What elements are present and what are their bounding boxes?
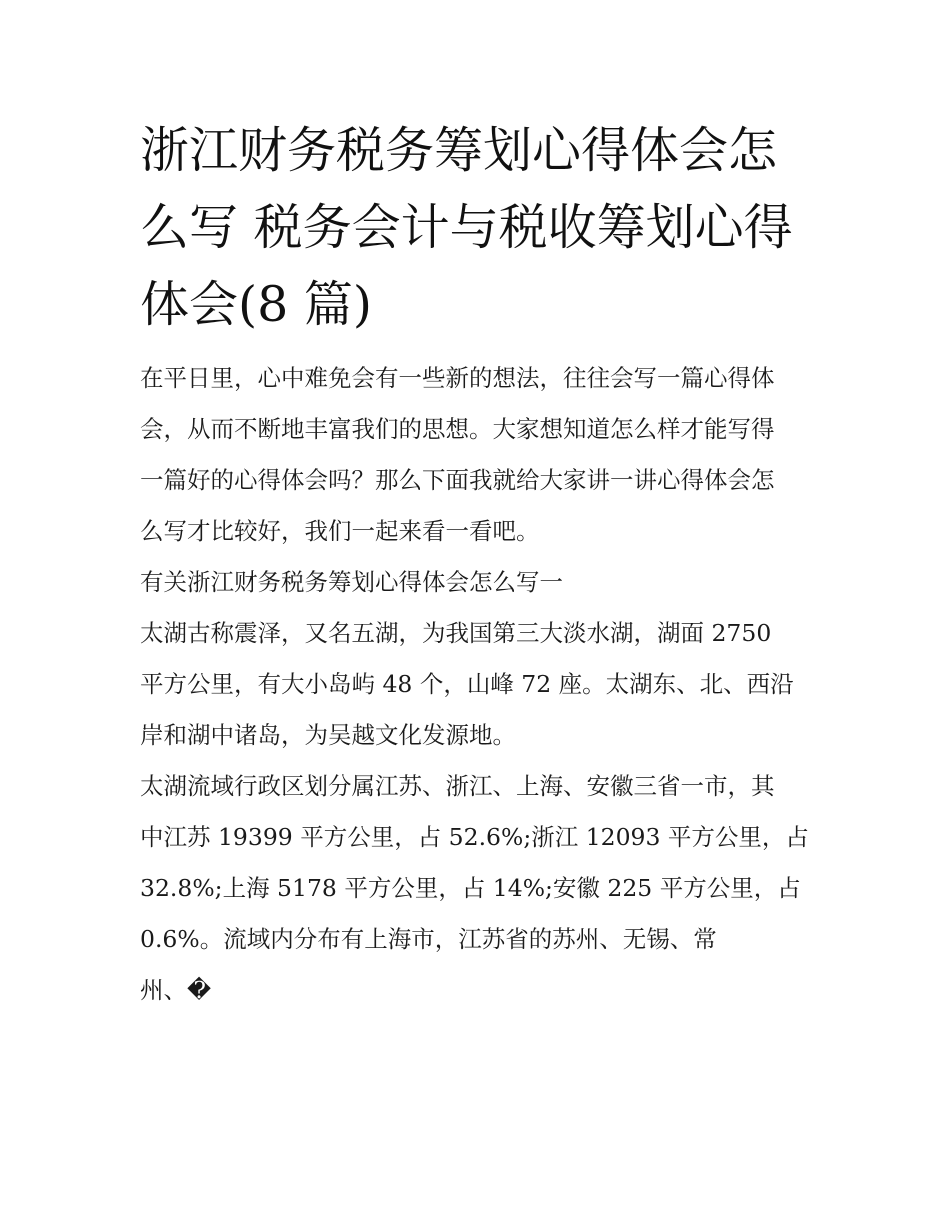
document-body [140,353,820,1016]
text-line: 中江苏 19399 平方公里，占 52.6%;浙江 12093 平方公里，占 [140,823,809,851]
text-line: 岸和湖中诸岛，为吴越文化发源地。 [140,721,516,749]
text-line: 32.8%;上海 5178 平方公里，占 14%;安徽 225 平方公里，占 [140,874,801,902]
text-line: 平方公里，有大小岛屿 48 个，山峰 72 座。太湖东、北、西沿 [140,670,794,698]
section-heading [140,557,820,608]
text-line: 太湖古称震泽，又名五湖，为我国第三大淡水湖，湖面 2750 [140,619,772,647]
text-line: 有关浙江财务税务筹划心得体会怎么写一 [140,568,563,596]
text-line: 一篇好的心得体会吗？那么下面我就给大家讲一讲心得体会怎 [140,466,775,494]
text-line: 0.6%。流域内分布有上海市，江苏省的苏州、无锡、常 [140,925,717,953]
paragraph-taihu-regions [140,761,820,1016]
text-line: 会，从而不断地丰富我们的思想。大家想知道怎么样才能写得 [140,415,775,443]
title-line: 体会(8 篇) [140,276,372,333]
intro-paragraph [140,353,820,557]
text-line: 州、� [140,976,212,1004]
document-title [140,112,820,343]
text-line: 么写才比较好，我们一起来看一看吧。 [140,517,540,545]
title-line: 么写 税务会计与税收筹划心得 [140,199,793,256]
paragraph-taihu-intro [140,608,820,761]
text-line: 在平日里，心中难免会有一些新的想法，往往会写一篇心得体 [140,364,775,392]
title-line: 浙江财务税务筹划心得体会怎 [140,122,778,179]
text-line: 太湖流域行政区划分属江苏、浙江、上海、安徽三省一市，其 [140,772,775,800]
